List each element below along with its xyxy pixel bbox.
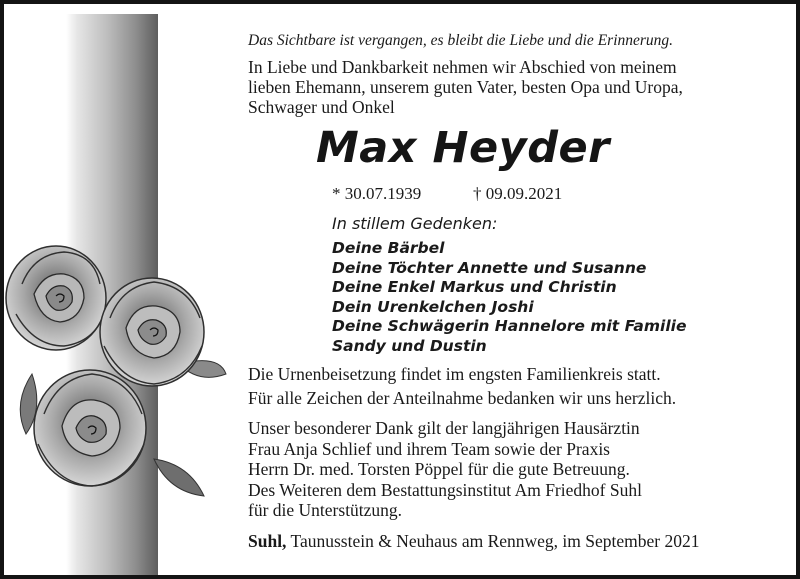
place-date-line <box>248 531 699 552</box>
thanks-line: Des Weiteren dem Bestattungsinstitut Am Friedhof Suhl <box>248 479 642 500</box>
thanks-line: Unser besonderer Dank gilt der langjährigen Hausärztin <box>248 418 640 438</box>
intro-text <box>248 57 683 117</box>
thanks-line: Herrn Dr. med. Torsten Pöppel für die gute Betreuung. <box>248 459 630 479</box>
deceased-name: Max Heyder <box>316 123 610 173</box>
mourner-line: Deine Töchter Annette und Susanne <box>332 258 647 277</box>
place-rest: Taunusstein & Neuhaus am Rennweg, im September 2021 <box>286 531 700 551</box>
thanks-line: Frau Anja Schlief und ihrem Team sowie der Praxis <box>248 438 610 459</box>
intro-line: lieben Ehemann, unserem guten Vater, besten Opa und Uropa, <box>248 77 683 97</box>
mourner-line: Deine Schwägerin Hannelore mit Familie <box>332 317 687 335</box>
burial-info <box>248 362 676 410</box>
mourner-line: Deine Enkel Markus und Christin <box>332 278 617 296</box>
memory-heading: In stillem Gedenken: <box>332 214 498 233</box>
burial-line: Für alle Zeichen der Anteilnahme bedanken wir uns herzlich. <box>248 388 677 408</box>
mourners-list <box>332 239 686 356</box>
roses-image <box>4 234 244 514</box>
intro-line: Schwager und Onkel <box>248 97 395 117</box>
mourner-line: Dein Urenkelchen Joshi <box>332 297 534 316</box>
motto-text: Das Sichtbare ist vergangen, es bleibt die Liebe und die Erinnerung. <box>248 32 674 49</box>
birth-date: * 30.07.1939 <box>332 184 422 203</box>
death-date: † 09.09.2021 <box>473 184 563 203</box>
mourner-line: Sandy und Dustin <box>332 336 487 355</box>
mourner-line: Deine Bärbel <box>332 239 445 257</box>
thanks-text <box>248 418 642 521</box>
place-bold: Suhl, <box>248 531 287 551</box>
thanks-line: für die Unterstützung. <box>248 500 403 520</box>
intro-line: In Liebe und Dankbarkeit nehmen wir Abschied von meinem <box>248 57 677 77</box>
burial-line: Die Urnenbeisetzung findet im engsten Familienkreis statt. <box>248 364 661 384</box>
